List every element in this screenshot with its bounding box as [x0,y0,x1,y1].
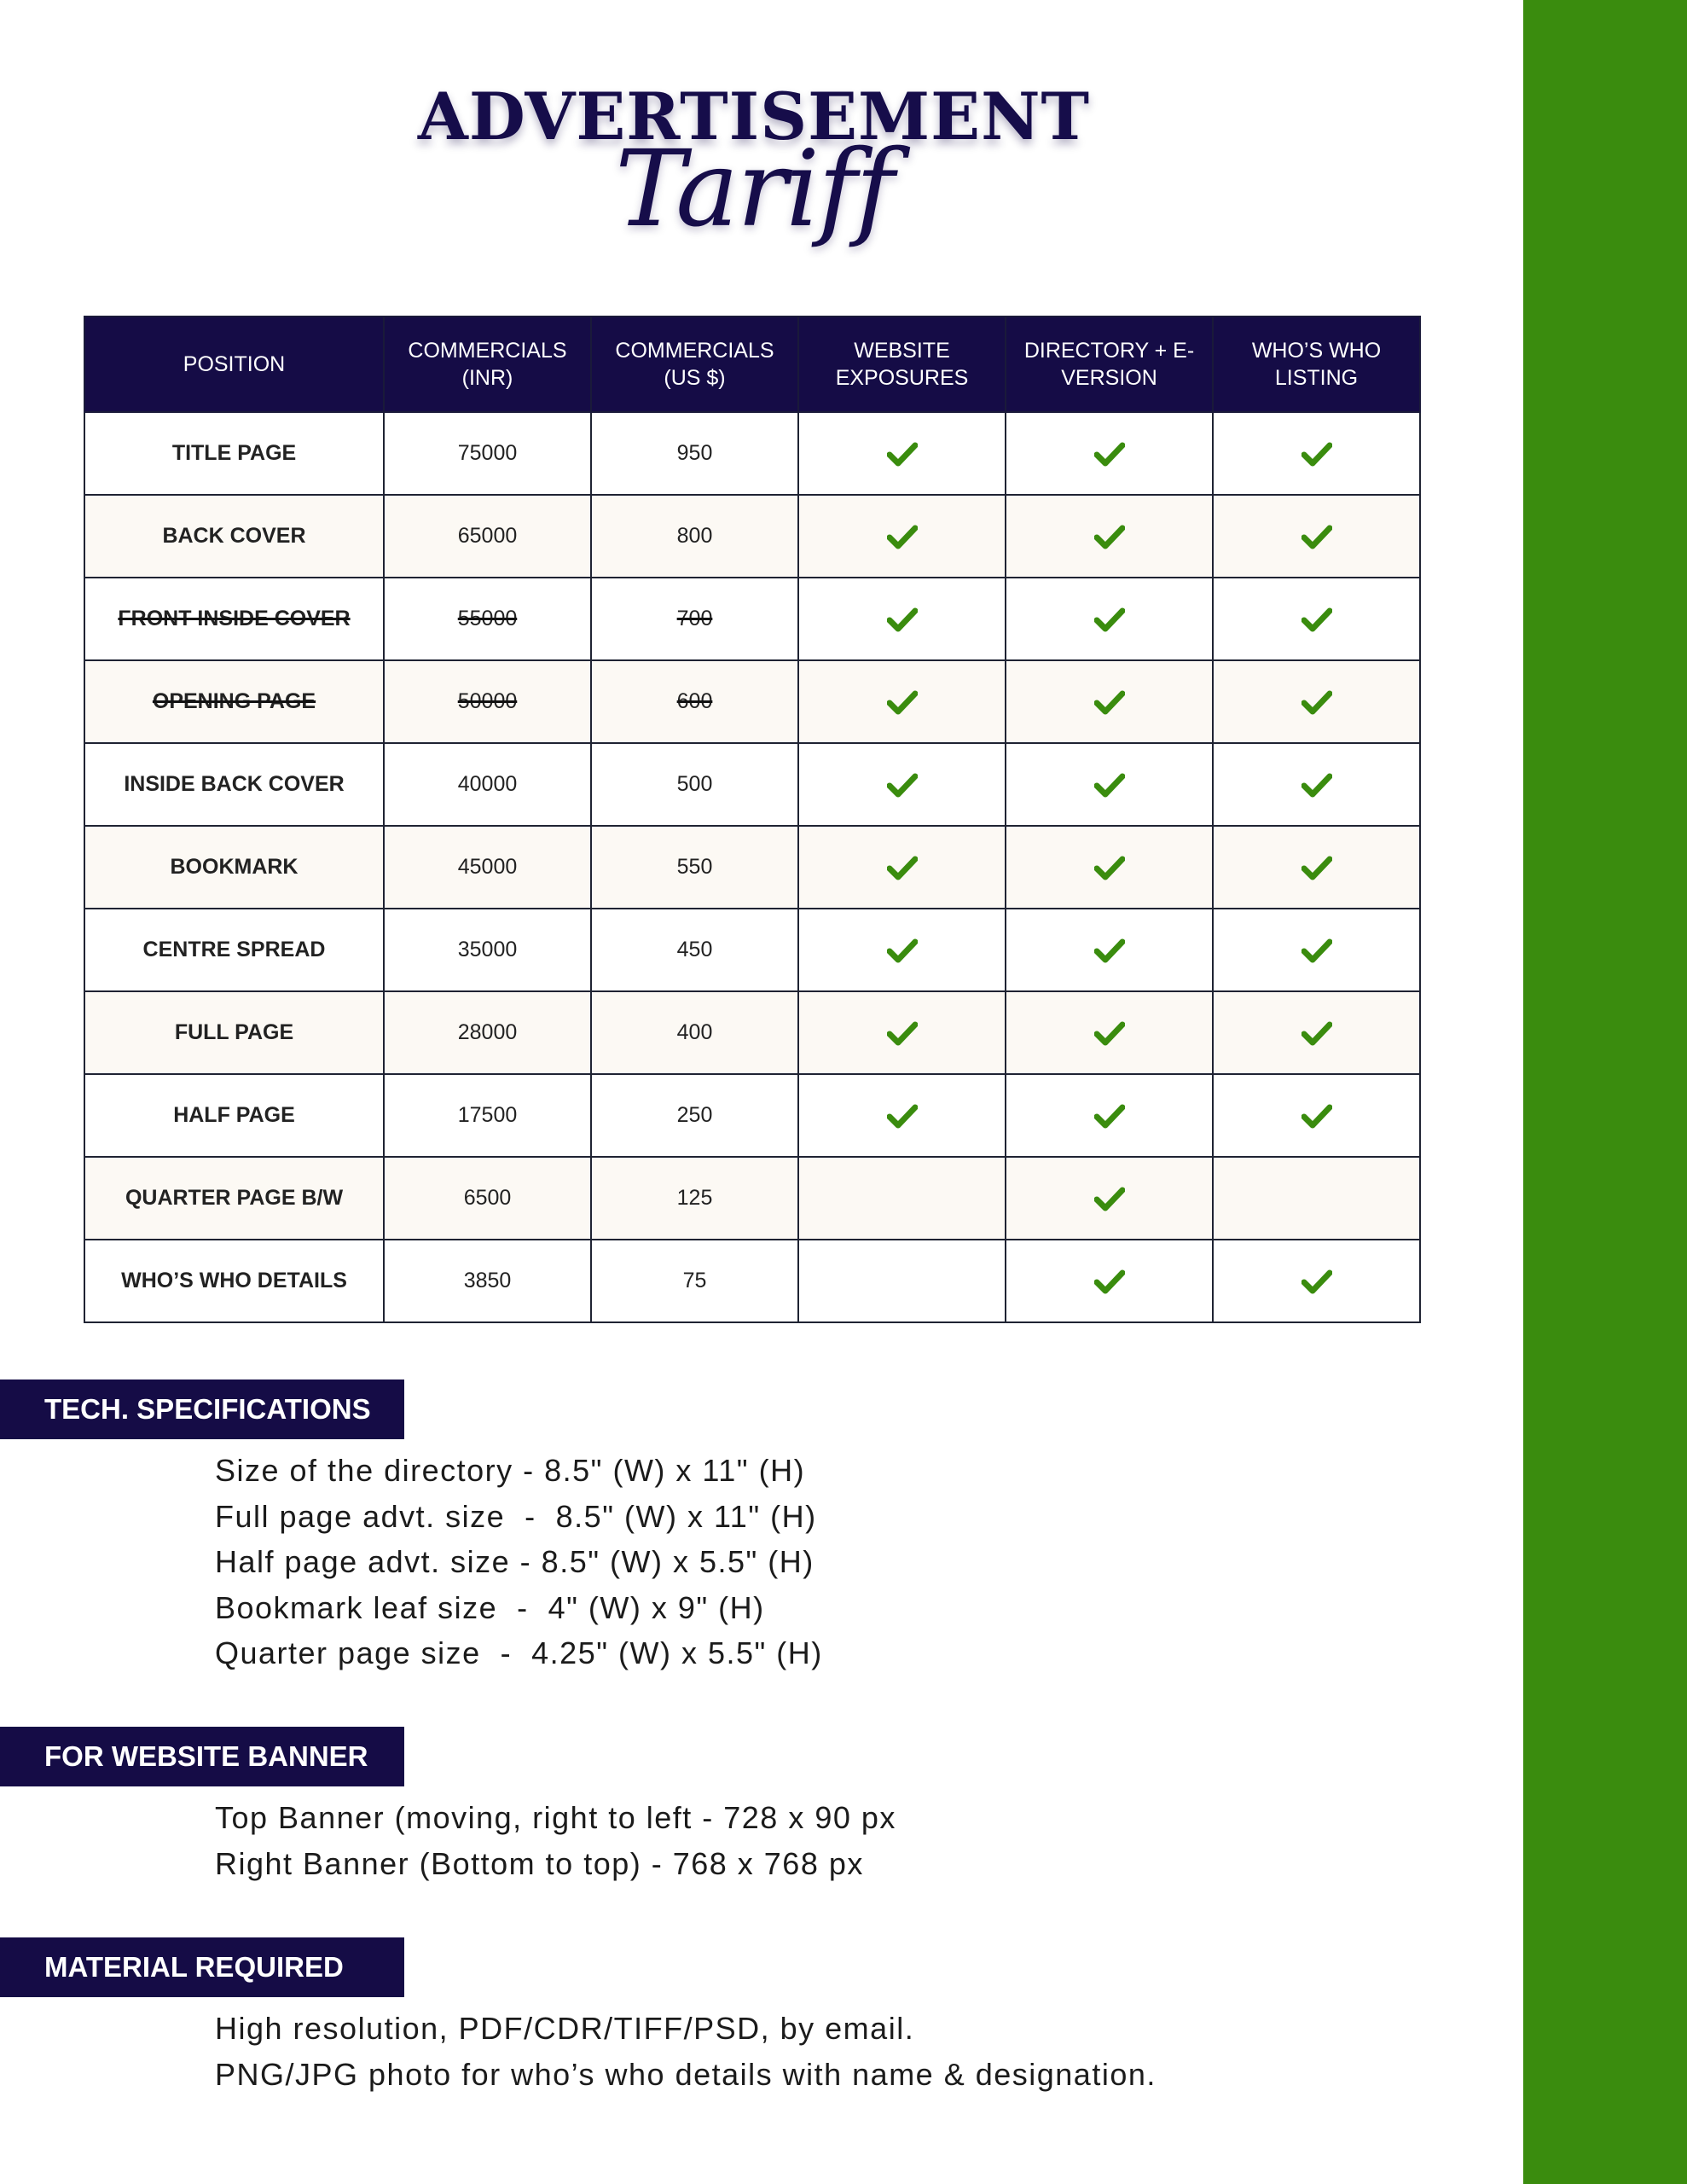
commercials-inr-cell [384,743,591,826]
position-cell [84,495,384,578]
table-row [84,660,1420,743]
website-exposures-cell [798,660,1006,743]
check-icon [1094,1019,1125,1043]
position-cell-text: OPENING PAGE [152,689,316,713]
list-item: Quarter page size - 4.25" (W) x 5.5" (H) [215,1635,823,1670]
commercials-usd-cell-text: 800 [676,524,713,548]
website-exposures-cell [798,991,1006,1074]
position-cell-text: WHO’S WHO DETAILS [121,1269,347,1292]
table-row [84,1074,1420,1157]
commercials-inr-cell [384,909,591,991]
position-cell-text: BACK COVER [162,524,306,548]
commercials-usd-cell [591,578,798,660]
check-icon [887,771,918,795]
material-required-list [215,2006,1157,2097]
position-cell [84,909,384,991]
position-cell [84,1240,384,1322]
list-item: Bookmark leaf size - 4" (W) x 9" (H) [215,1589,765,1625]
list-item: Size of the directory - 8.5" (W) x 11" (H) [215,1453,806,1488]
whos-who-listing-cell [1213,1157,1420,1240]
column-header-directory-e-version: DIRECTORY + E-VERSION [1006,317,1213,412]
check-icon [1094,1268,1125,1292]
website-banner-list [215,1795,896,1886]
table-header-row [84,317,1420,412]
position-cell-text: QUARTER PAGE B/W [125,1186,344,1210]
commercials-usd-cell [591,1240,798,1322]
check-icon [1094,440,1125,464]
directory-e-version-cell [1006,743,1213,826]
check-icon [887,440,918,464]
tariff-table [84,316,1421,1323]
column-header-website-exposures: WEBSITE EXPOSURES [798,317,1006,412]
commercials-usd-cell-text: 700 [676,607,713,630]
list-item: Right Banner (Bottom to top) - 768 x 768 px [215,1845,864,1881]
directory-e-version-cell [1006,495,1213,578]
commercials-inr-cell-text: 6500 [463,1186,512,1210]
commercials-usd-cell-text: 550 [676,855,713,879]
position-cell [84,1074,384,1157]
check-icon [1301,771,1332,795]
commercials-usd-cell-text: 250 [676,1103,713,1127]
check-icon [1094,937,1125,961]
whos-who-listing-cell [1213,1240,1420,1322]
directory-e-version-cell [1006,660,1213,743]
position-cell [84,826,384,909]
check-icon [887,606,918,630]
check-icon [887,523,918,547]
position-cell [84,578,384,660]
side-accent-bar [1523,0,1687,2184]
list-item: Full page advt. size - 8.5" (W) x 11" (H) [215,1498,817,1534]
check-icon [887,688,918,712]
table-row [84,1240,1420,1322]
table-row [84,1157,1420,1240]
whos-who-listing-cell [1213,1074,1420,1157]
commercials-usd-cell [591,743,798,826]
tariff-table-body [84,412,1420,1322]
check-icon [1094,1185,1125,1209]
check-icon [1301,1102,1332,1126]
check-icon [1301,523,1332,547]
page-subtitle: Tariff [615,128,893,251]
commercials-usd-cell [591,826,798,909]
position-cell [84,743,384,826]
whos-who-listing-cell [1213,412,1420,495]
directory-e-version-cell [1006,826,1213,909]
position-cell-text: FULL PAGE [174,1020,294,1044]
commercials-usd-cell [591,495,798,578]
commercials-inr-cell [384,1074,591,1157]
position-cell [84,991,384,1074]
directory-e-version-cell [1006,991,1213,1074]
table-row [84,909,1420,991]
commercials-usd-cell-text: 600 [676,689,713,713]
position-cell-text: FRONT INSIDE COVER [118,607,351,630]
check-icon [1301,854,1332,878]
website-exposures-cell [798,495,1006,578]
table-row [84,743,1420,826]
position-cell-text: TITLE PAGE [171,441,297,465]
commercials-usd-cell [591,1157,798,1240]
commercials-usd-cell [591,1074,798,1157]
commercials-inr-cell [384,660,591,743]
position-cell [84,1157,384,1240]
material-required-label: MATERIAL REQUIRED [0,1937,404,1997]
check-icon [1094,523,1125,547]
tech-specifications-list [215,1448,823,1676]
website-exposures-cell [798,743,1006,826]
directory-e-version-cell [1006,1074,1213,1157]
commercials-inr-cell-text: 50000 [457,689,518,713]
check-icon [887,854,918,878]
website-exposures-cell [798,578,1006,660]
whos-who-listing-cell [1213,909,1420,991]
commercials-inr-cell [384,1240,591,1322]
directory-e-version-cell [1006,1240,1213,1322]
check-icon [1301,606,1332,630]
directory-e-version-cell [1006,578,1213,660]
commercials-usd-cell-text: 75 [682,1269,707,1292]
table-row [84,412,1420,495]
commercials-usd-cell-text: 125 [676,1186,713,1210]
tech-specifications-label: TECH. SPECIFICATIONS [0,1380,404,1439]
table-row [84,578,1420,660]
whos-who-listing-cell [1213,991,1420,1074]
check-icon [887,1102,918,1126]
commercials-inr-cell [384,578,591,660]
commercials-inr-cell-text: 40000 [457,772,518,796]
commercials-inr-cell [384,991,591,1074]
whos-who-listing-cell [1213,743,1420,826]
list-item: High resolution, PDF/CDR/TIFF/PSD, by email. [215,2011,915,2046]
commercials-usd-cell [591,660,798,743]
commercials-usd-cell-text: 400 [676,1020,713,1044]
commercials-inr-cell [384,1157,591,1240]
directory-e-version-cell [1006,909,1213,991]
check-icon [1301,1268,1332,1292]
commercials-usd-cell-text: 950 [676,441,713,465]
column-header-commercials-usd: COMMERCIALS (US $) [591,317,798,412]
website-exposures-cell [798,1157,1006,1240]
commercials-inr-cell-text: 45000 [457,855,518,879]
website-exposures-cell [798,826,1006,909]
directory-e-version-cell [1006,412,1213,495]
commercials-usd-cell-text: 450 [676,938,713,961]
check-icon [887,937,918,961]
check-icon [1094,771,1125,795]
whos-who-listing-cell [1213,826,1420,909]
position-cell [84,412,384,495]
table-row [84,991,1420,1074]
website-banner-label: FOR WEBSITE BANNER [0,1727,404,1786]
column-header-whos-who-listing: WHO’S WHO LISTING [1213,317,1420,412]
position-cell [84,660,384,743]
commercials-inr-cell-text: 17500 [457,1103,518,1127]
commercials-inr-cell-text: 55000 [457,607,518,630]
column-header-commercials-inr: COMMERCIALS (INR) [384,317,591,412]
commercials-inr-cell-text: 3850 [463,1269,512,1292]
check-icon [1301,1019,1332,1043]
commercials-inr-cell-text: 28000 [457,1020,518,1044]
column-header-position: POSITION [84,317,384,412]
whos-who-listing-cell [1213,660,1420,743]
list-item: Top Banner (moving, right to left - 728 x 90 px [215,1800,896,1835]
check-icon [1094,1102,1125,1126]
website-exposures-cell [798,909,1006,991]
commercials-usd-cell [591,412,798,495]
commercials-usd-cell [591,909,798,991]
commercials-inr-cell [384,495,591,578]
commercials-inr-cell-text: 75000 [457,441,518,465]
check-icon [1301,440,1332,464]
check-icon [1094,606,1125,630]
website-exposures-cell [798,1240,1006,1322]
position-cell-text: INSIDE BACK COVER [124,772,345,796]
commercials-usd-cell [591,991,798,1074]
position-cell-text: BOOKMARK [170,855,299,879]
list-item: Half page advt. size - 8.5" (W) x 5.5" (H) [215,1544,815,1579]
table-row [84,495,1420,578]
commercials-inr-cell [384,412,591,495]
list-item: PNG/JPG photo for who’s who details with name & designation. [215,2056,1157,2092]
position-cell-text: CENTRE SPREAD [142,938,326,961]
check-icon [1094,854,1125,878]
website-exposures-cell [798,1074,1006,1157]
whos-who-listing-cell [1213,578,1420,660]
check-icon [1094,688,1125,712]
directory-e-version-cell [1006,1157,1213,1240]
check-icon [1301,688,1332,712]
commercials-inr-cell [384,826,591,909]
check-icon [1301,937,1332,961]
commercials-inr-cell-text: 35000 [457,938,518,961]
table-row [84,826,1420,909]
position-cell-text: HALF PAGE [173,1103,295,1127]
check-icon [887,1019,918,1043]
commercials-inr-cell-text: 65000 [457,524,518,548]
commercials-usd-cell-text: 500 [676,772,713,796]
website-exposures-cell [798,412,1006,495]
whos-who-listing-cell [1213,495,1420,578]
page-title: ADVERTISEMENT [417,78,1091,154]
